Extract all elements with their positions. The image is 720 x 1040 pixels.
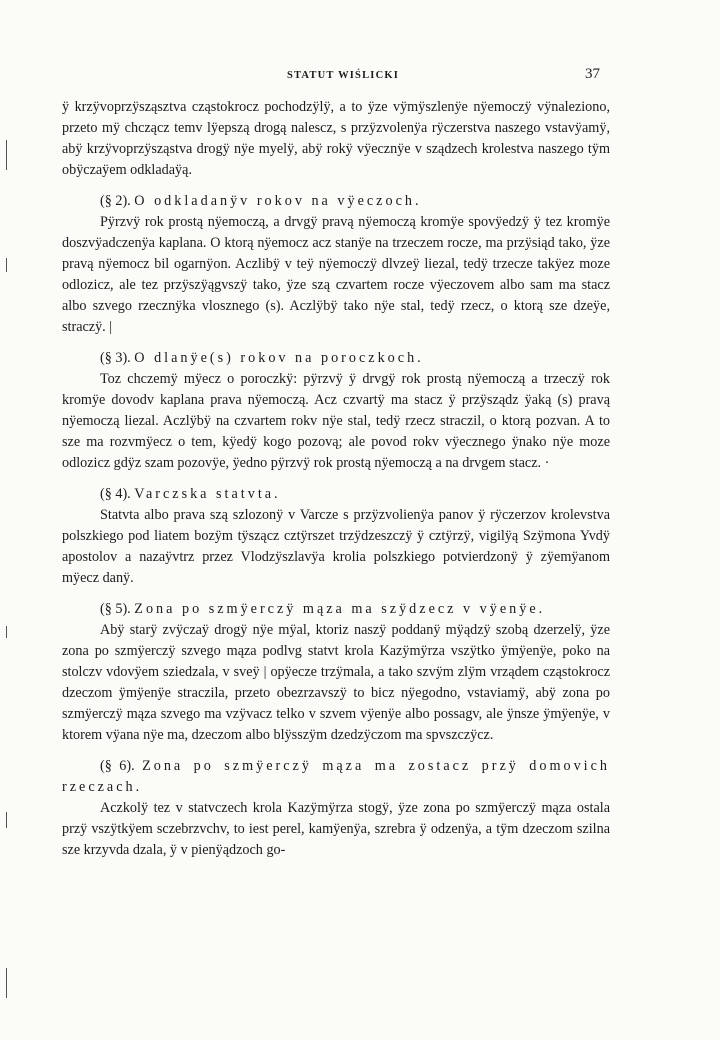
section-title: O dlanÿe(s) rokov na poroczkoch. [134,350,424,366]
section-heading [62,191,610,212]
section-number: (§ 3). [100,350,131,366]
section-heading [62,756,610,798]
section-2 [62,191,610,338]
section-heading [62,484,610,505]
section-number: (§ 2). [100,193,131,209]
page-header [86,66,600,86]
section-5 [62,599,610,746]
intro-paragraph: ÿ krzÿvoprzÿsząsztva cząstokrocz pochodzÿlÿ, a to ÿze vÿmÿszlenÿe nÿemoczÿ vÿnaleziono, przeto mÿ chcząсz temv lÿepszą drogą nalescz, s przÿzvolenÿa rÿczerstva naszego vstavÿamÿ, abÿ krzÿvoprzÿsząstva drogÿ nÿe myelÿ, abÿ rokÿ vÿecznÿe v sządzech krolestva naszego tÿm obÿczaÿem odkladaÿą. [62,99,610,178]
section-title: Varczska statvta. [134,486,281,502]
margin-marks [6,0,16,1040]
section-title: Zona po szmÿerczÿ mąza ma szÿdzecz v vÿenÿe. [134,601,546,617]
section-3 [62,348,610,474]
section-number: (§ 4). [100,486,131,502]
section-heading [62,599,610,620]
section-title: O odkladanÿv rokov na vÿeczoch. [134,193,422,209]
section-text: Aczkolÿ tez v statvczech krola Kazÿmÿrza stogÿ, ÿze zona po szmÿerczÿ mąza ostala przÿ vszÿtkÿem sczebrzvchv, to iest perel, kamÿenÿa, szrebra ÿ odzenÿa, a tÿm dzeczom szilna sze krzyvda dzala, ÿ v pienÿądzoch go- [62,800,610,858]
document-body [62,97,610,861]
section-heading [62,348,610,369]
running-title: STATUT WIŚLICKI [286,70,400,81]
section-title: Zona po szmÿerczÿ mąza ma zostacz przÿ domovich rzeczach. [62,758,611,795]
page-number: 37 [585,66,600,82]
section-text: Abÿ starÿ zvÿczaÿ drogÿ nÿe mÿal, ktoriz naszÿ poddanÿ mÿądzÿ szobą dzerzelÿ, ÿze zona po szmÿerczÿ szvego mąza podlvg statvt krola Kazÿmÿrza vszÿtko ÿmÿenÿe, poko na stolczv vdovÿem sziedzala, v sveÿ | opÿecze trzÿmala, a tako szvÿm zlÿm vrządem cząstokrocz dzeczom ÿmÿenÿe straczila, przeto obezrzavszÿ to bicz nÿegodno, vstaviamÿ, abÿ zona po szmÿerczÿ mąza szvego ma vzÿvacz telko v szvem vÿenÿe albo possagv, ale ÿnsze ÿmÿenÿe, v ktorem vÿana nÿe ma, dzeczom albo blÿsszÿm dzedzÿczom ma spvszczÿcz. [62,622,610,743]
section-number: (§ 5). [100,601,131,617]
section-number: (§ 6). [100,758,135,774]
section-text: Pÿrzvÿ rok prostą nÿemoczą, a drvgÿ pravą nÿemoczą kromÿe spovÿedzÿ ÿ tez kromÿe doszvÿadczenÿa kaplana. O ktorą nÿemocz acz stanÿe na trzeczem rocze, ma przÿsiąd tako, ÿze pravą nÿemocz bil ogarnÿon. Aczlibÿ v teÿ nÿemoczÿ dlvzeÿ liezal, tedÿ trzecze takÿez moze odlozicz, ale tez przÿszÿągvszÿ tako, ÿze szą czvartem rocze vÿeczovem albo sam ma stacz albo szvego rzecznÿka vlosznego (s). Aczlÿbÿ tako nÿe stal, tedÿ rzecz, o ktorą sze dzeÿe, straczÿ. | [62,214,610,335]
section-4 [62,484,610,589]
section-6 [62,756,610,861]
section-text: Toz chczemÿ mÿecz o poroczkÿ: pÿrzvÿ ÿ drvgÿ rok prostą nÿemoczą a trzeczÿ rok kromÿe dovodv kaplana prava nÿemoczą. Acz czvartÿ ma stacz ÿ przÿsządz ÿaką (s) pravą nÿemoczą liezal. Aczlÿbÿ na czvartem rokv nÿe stal, tedÿ rzecz straczil, o ktorą pozvan. A to sze ma rozvmÿecz o tem, kÿedÿ kogo pozovą; ale povod rokv vÿecznego ÿnako nÿe moze odlozicz gdÿz szam pozovÿe, ÿedno pÿrzvÿ rok prostą nÿemoczą a na drvgem stacz. · [62,371,610,471]
section-text: Statvta albo prava szą szlozonÿ v Varcze s przÿzvolienÿa panov ÿ rÿczerzov krolevstva polszkiego pod liatem bozÿm tÿsząсz cztÿrszet trzÿdzeszczÿ ÿ cztÿrzÿ, vigilÿą Szÿmona Yvdÿ apostolov a nazaÿvtrz przez Vlodzÿszlavÿa krolia polszkiego potvierdzonÿ ÿ zÿemÿanom mÿecz danÿ. [62,507,610,586]
